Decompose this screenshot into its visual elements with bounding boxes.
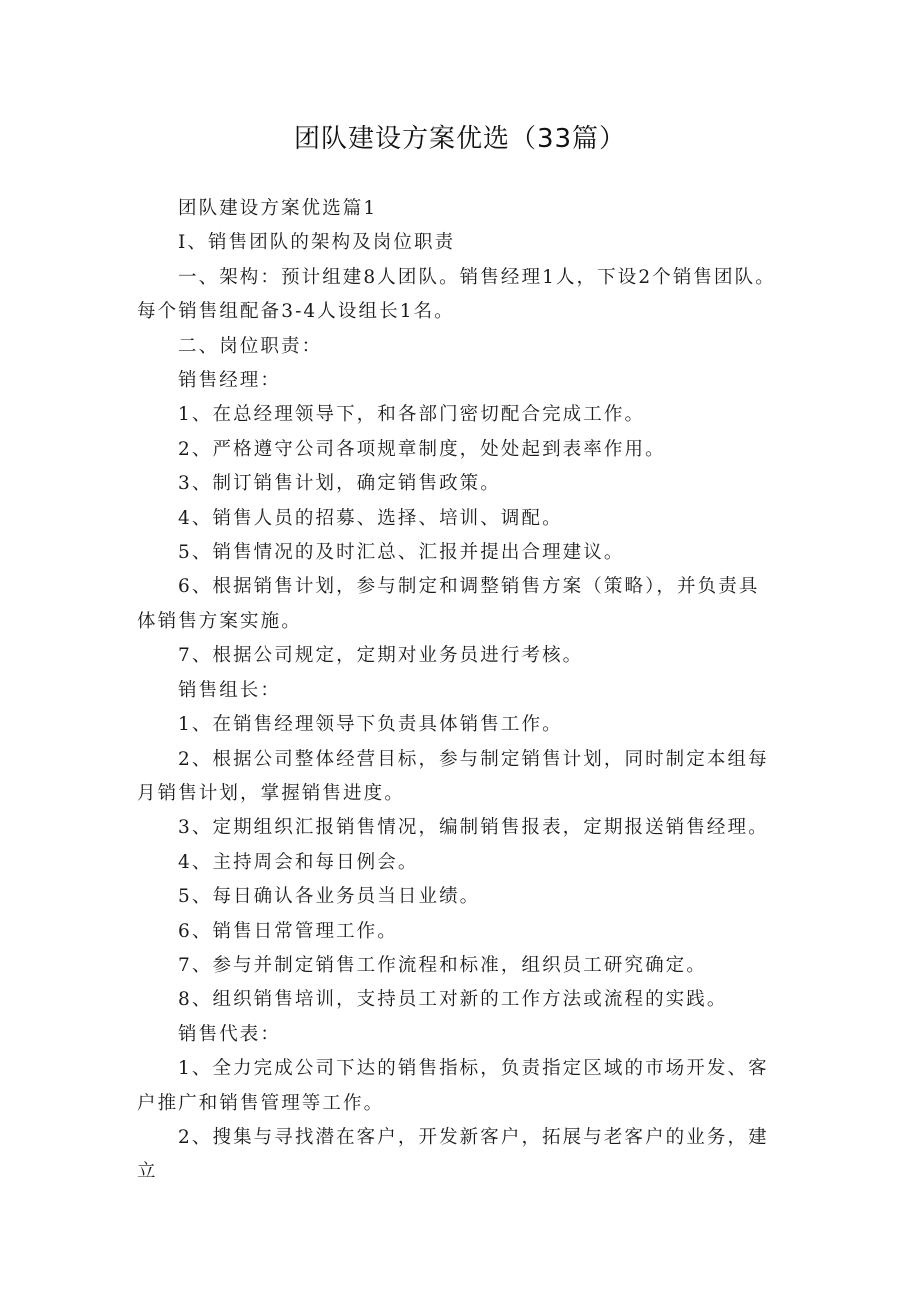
list-item: 7、根据公司规定，定期对业务员进行考核。 <box>178 645 584 667</box>
list-item: 6、根据销售计划，参与制定和调整销售方案（策略），并负责具体销售方案实施。 <box>137 576 760 632</box>
list-item: 6、销售日常管理工作。 <box>178 920 398 942</box>
list-item: 4、主持周会和每日例会。 <box>178 851 419 873</box>
paragraph: 二、岗位职责： <box>178 335 323 357</box>
paragraph: 一、架构：预计组建8人团队。销售经理1人，下设2个销售团队。每个销售组配备3-4人设组长1名。 <box>137 266 776 323</box>
list-item: 2、搜集与寻找潜在客户，开发新客户，拓展与老客户的业务，建立 <box>137 1126 769 1183</box>
list-item: 7、参与并制定销售工作流程和标准，组织员工研究确定。 <box>178 954 707 976</box>
role-heading: 销售经理： <box>178 370 282 392</box>
list-item: 4、销售人员的招募、选择、培训、调配。 <box>178 507 563 529</box>
list-item: 2、严格遵守公司各项规章制度，处处起到表率作用。 <box>178 438 666 460</box>
list-item: 5、销售情况的及时汇总、汇报并提出合理建议。 <box>178 542 625 564</box>
role-heading: 销售组长： <box>178 679 282 701</box>
list-item: 3、定期组织汇报销售情况，编制销售报表，定期报送销售经理。 <box>178 817 769 839</box>
list-item: 5、每日确认各业务员当日业绩。 <box>178 886 481 908</box>
list-item: 3、制订销售计划，确定销售政策。 <box>178 473 501 495</box>
list-item: 8、组织销售培训，支持员工对新的工作方法或流程的实践。 <box>178 989 728 1011</box>
section-heading: 团队建设方案优选篇1 <box>178 198 378 219</box>
list-item: 1、全力完成公司下达的销售指标，负责指定区域的市场开发、客户推广和销售管理等工作。 <box>137 1058 769 1114</box>
list-item: 1、在总经理领导下，和各部门密切配合完成工作。 <box>178 404 646 426</box>
subsection-heading: I、销售团队的架构及岗位职责 <box>178 232 456 254</box>
role-heading: 销售代表： <box>178 1023 282 1045</box>
document-body <box>137 192 777 1190</box>
document-title: 团队建设方案优选（33篇） <box>293 124 627 154</box>
list-item: 2、根据公司整体经营目标，参与制定销售计划，同时制定本组每月销售计划，掌握销售进度。 <box>137 748 769 804</box>
list-item: 1、在销售经理领导下负责具体销售工作。 <box>178 714 563 736</box>
